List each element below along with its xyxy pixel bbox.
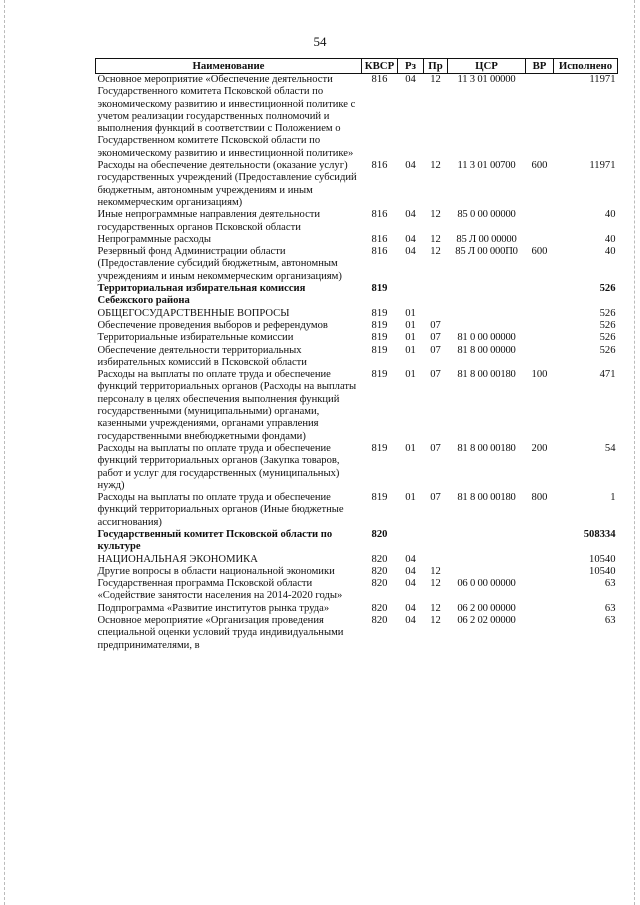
cell-vr: [526, 554, 554, 566]
cell-vr: [526, 320, 554, 332]
cell-kvsr: 820: [371, 602, 388, 614]
cell-amount: 471: [599, 369, 616, 381]
cell-amount: 10540: [589, 553, 616, 565]
cell-pr: 07: [430, 369, 441, 381]
cell-pr: 12: [430, 160, 441, 172]
cell-rz: 01: [405, 332, 416, 344]
cell-amount: 11971: [589, 160, 616, 172]
cell-vr: 600: [531, 246, 548, 258]
table-row: [96, 332, 618, 344]
cell-csr: [448, 320, 526, 332]
cell-kvsr: 819: [371, 307, 388, 319]
cell-name: Расходы на выплаты по оплате труда и обеспечение функций территориальных органов (Закупка товаров, работ и услуг для государственных (муниципальных) нужд): [97, 442, 340, 491]
cell-vr: 800: [531, 492, 548, 504]
scan-margin-left: [4, 0, 5, 905]
cell-kvsr: 819: [371, 283, 388, 295]
cell-rz: 01: [405, 344, 416, 356]
cell-pr: 07: [430, 344, 441, 356]
cell-pr: 07: [430, 332, 441, 344]
cell-rz: 04: [405, 578, 416, 590]
cell-pr: 12: [430, 246, 441, 258]
cell-csr: 81 8 00 00180: [457, 492, 516, 504]
cell-amount: 508334: [583, 528, 616, 540]
cell-amount: 526: [599, 344, 616, 356]
cell-vr: [526, 283, 554, 308]
table-row: [96, 308, 618, 320]
cell-csr: [448, 529, 526, 554]
cell-kvsr: 819: [371, 319, 388, 331]
header-rz: Рз: [398, 59, 424, 74]
cell-name: Расходы на выплаты по оплате труда и обеспечение функций территориальных органов (Иные бюджетные ассигнования): [97, 492, 344, 528]
table-row: [96, 246, 618, 283]
cell-vr: [526, 566, 554, 578]
cell-rz: 04: [405, 553, 416, 565]
cell-rz: 04: [405, 565, 416, 577]
cell-kvsr: 819: [371, 492, 388, 504]
cell-amount: 526: [599, 283, 616, 295]
cell-csr: 81 0 00 00000: [457, 332, 516, 344]
cell-vr: [526, 74, 554, 161]
cell-kvsr: 816: [371, 160, 388, 172]
cell-name: Резервный фонд Администрации области (Предоставление субсидий бюджетным, автономным учреждениям и иным некоммерческим организациям): [97, 246, 342, 282]
cell-csr: [448, 308, 526, 320]
cell-kvsr: 816: [371, 233, 388, 245]
page-number: 54: [313, 34, 327, 49]
cell-pr: [424, 529, 448, 554]
header-pr: Пр: [424, 59, 448, 74]
table-row: [96, 615, 618, 652]
cell-amount: 54: [604, 442, 616, 454]
cell-amount: 40: [604, 233, 616, 245]
cell-pr: 12: [430, 578, 441, 590]
cell-amount: 11971: [589, 74, 616, 85]
cell-rz: 01: [405, 442, 416, 454]
cell-vr: [526, 308, 554, 320]
table-row: [96, 320, 618, 332]
table-row: [96, 492, 618, 529]
cell-pr: 12: [430, 74, 441, 85]
cell-vr: [526, 345, 554, 370]
cell-csr: 11 3 01 00000: [457, 74, 516, 85]
cell-vr: [526, 615, 554, 652]
cell-name: Государственный комитет Псковской области по культуре: [97, 528, 333, 553]
cell-vr: 600: [531, 160, 548, 172]
cell-vr: 200: [531, 442, 548, 454]
cell-amount: 40: [604, 209, 616, 221]
cell-name: Основное мероприятие «Обеспечение деятельности Государственного комитета Псковской области по экономическому развитию и инвестиционной политике с учетом реализации государственных полномочий и выполнения функций в соответствии с Положением о Государственном комитете Псковской области по экономическому развитию и инвестиционной политике»: [97, 74, 356, 159]
cell-csr: 06 0 00 00000: [457, 578, 516, 590]
header-csr: ЦСР: [448, 59, 526, 74]
cell-rz: 04: [405, 233, 416, 245]
table-row: [96, 443, 618, 492]
cell-kvsr: 820: [371, 565, 388, 577]
cell-csr: 11 3 01 00700: [457, 160, 516, 172]
cell-pr: [424, 283, 448, 308]
cell-rz: 04: [405, 246, 416, 258]
cell-pr: [424, 308, 448, 320]
cell-name: НАЦИОНАЛЬНАЯ ЭКОНОМИКА: [97, 553, 258, 565]
cell-amount: 526: [599, 332, 616, 344]
cell-pr: 07: [430, 492, 441, 504]
cell-csr: 06 2 02 00000: [457, 615, 516, 627]
table-row: [96, 234, 618, 246]
cell-amount: 526: [599, 307, 616, 319]
cell-pr: 12: [430, 233, 441, 245]
table-body: [96, 74, 618, 652]
header-vr: ВР: [526, 59, 554, 74]
cell-rz: 04: [405, 74, 416, 85]
table-row: [96, 603, 618, 615]
table-row: [96, 209, 618, 234]
table-row: [96, 554, 618, 566]
header-amount: Исполнено: [554, 59, 618, 74]
header-kvsr: КВСР: [362, 59, 398, 74]
cell-kvsr: 819: [371, 332, 388, 344]
cell-rz: 04: [405, 209, 416, 221]
cell-name: Территориальные избирательные комиссии: [97, 332, 294, 344]
cell-kvsr: 816: [371, 74, 388, 85]
cell-kvsr: 819: [371, 369, 388, 381]
cell-rz: 04: [405, 602, 416, 614]
cell-vr: [526, 529, 554, 554]
cell-csr: [448, 554, 526, 566]
cell-csr: 06 2 00 00000: [457, 602, 516, 614]
cell-rz: 04: [405, 615, 416, 627]
cell-amount: 63: [604, 578, 616, 590]
cell-name: Обеспечение проведения выборов и референдумов: [97, 319, 328, 331]
cell-name: Непрограммные расходы: [97, 233, 211, 245]
cell-vr: [526, 332, 554, 344]
cell-vr: [526, 209, 554, 234]
cell-kvsr: 816: [371, 209, 388, 221]
cell-vr: [526, 578, 554, 603]
cell-amount: 10540: [589, 565, 616, 577]
cell-pr: 12: [430, 209, 441, 221]
cell-csr: 85 Л 00 00000: [456, 233, 517, 245]
cell-name: ОБЩЕГОСУДАРСТВЕННЫЕ ВОПРОСЫ: [97, 307, 290, 319]
cell-name: Государственная программа Псковской области «Содействие занятости населения на 2014-2020 годы»: [97, 578, 343, 602]
cell-name: Другие вопросы в области национальной экономики: [97, 565, 335, 577]
cell-amount: 1: [610, 492, 616, 504]
cell-vr: [526, 234, 554, 246]
table-row: [96, 578, 618, 603]
cell-kvsr: 819: [371, 344, 388, 356]
cell-name: Иные непрограммные направления деятельности государственных органов Псковской области: [97, 209, 321, 233]
cell-name: Обеспечение деятельности территориальных избирательных комиссий в Псковской области: [97, 344, 307, 368]
cell-csr: 85 Л 00 000П0: [455, 246, 518, 258]
cell-csr: 81 8 00 00180: [457, 369, 516, 381]
cell-kvsr: 820: [371, 528, 388, 540]
cell-vr: 100: [531, 369, 548, 381]
cell-amount: 40: [604, 246, 616, 258]
cell-csr: 81 8 00 00180: [457, 442, 516, 454]
cell-name: Расходы на выплаты по оплате труда и обеспечение функций территориальных органов (Расходы на выплаты персоналу в целях обеспечения выполнения функций государственными (муниципальными) органами, казенными учреждениями, органами управления государственными внебюджетными фондами): [97, 369, 357, 442]
cell-name: Подпрограмма «Развитие институтов рынка труда»: [97, 602, 330, 614]
cell-pr: 07: [430, 442, 441, 454]
cell-name: Территориальная избирательная комиссия Себежского района: [97, 283, 306, 307]
cell-kvsr: 820: [371, 553, 388, 565]
cell-csr: 85 0 00 00000: [457, 209, 516, 221]
scan-margin-right: [634, 0, 635, 905]
cell-rz: [398, 529, 424, 554]
cell-kvsr: 816: [371, 246, 388, 258]
cell-csr: [448, 566, 526, 578]
cell-pr: 12: [430, 602, 441, 614]
cell-rz: 01: [405, 492, 416, 504]
table-row: [96, 345, 618, 370]
cell-amount: 63: [604, 602, 616, 614]
cell-rz: 04: [405, 160, 416, 172]
cell-pr: 12: [430, 565, 441, 577]
cell-kvsr: 820: [371, 578, 388, 590]
cell-vr: [526, 603, 554, 615]
table-row: [96, 283, 618, 308]
cell-csr: 81 8 00 00000: [457, 344, 516, 356]
cell-name: Расходы на обеспечение деятельности (оказание услуг) государственных учреждений (Предоставление субсидий бюджетным, автономным учреждениям и иным некоммерческим организациям): [97, 160, 357, 208]
cell-csr: [448, 283, 526, 308]
cell-pr: [424, 554, 448, 566]
cell-amount: 63: [604, 615, 616, 627]
cell-pr: 07: [430, 319, 441, 331]
table-row: [96, 74, 618, 161]
table-row: [96, 369, 618, 443]
cell-amount: 526: [599, 319, 616, 331]
cell-kvsr: 820: [371, 615, 388, 627]
cell-kvsr: 819: [371, 442, 388, 454]
header-name: Наименование: [96, 59, 362, 74]
cell-pr: 12: [430, 615, 441, 627]
cell-name: Основное мероприятие «Организация проведения специальной оценки условий труда индивидуальными предпринимателями, в: [97, 615, 344, 651]
cell-rz: 01: [405, 307, 416, 319]
cell-rz: 01: [405, 319, 416, 331]
budget-table: [95, 58, 618, 652]
cell-rz: 01: [405, 369, 416, 381]
cell-rz: [398, 283, 424, 308]
table-row: [96, 160, 618, 209]
table-header-row: [96, 59, 618, 74]
table-row: [96, 529, 618, 554]
table-row: [96, 566, 618, 578]
